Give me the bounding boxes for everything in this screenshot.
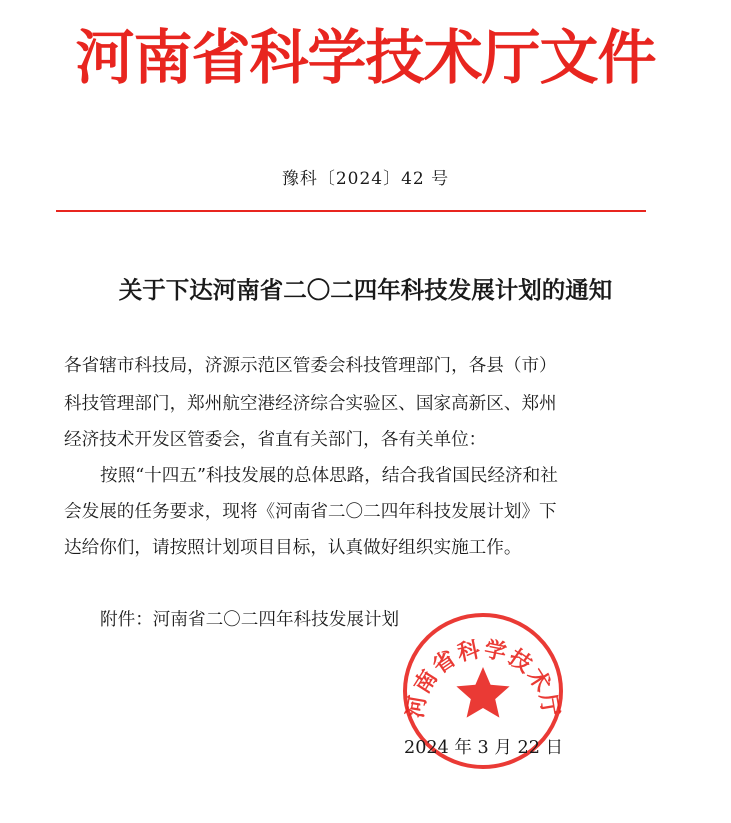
body-text-line: 会发展的任务要求，现将《河南省二〇二四年科技发展计划》下 <box>64 502 557 522</box>
body-text-line: 达给你们，请按照计划项目目标，认真做好组织实施工作。 <box>64 538 522 558</box>
document-number: 豫科〔2024〕42 号 <box>281 169 450 189</box>
issuer-header-title: 河南省科学技术厅文件 <box>75 23 656 92</box>
header-divider <box>56 210 646 212</box>
addressee-line: 经济技术开发区管委会，省直有关部门，各有关单位： <box>64 430 487 450</box>
issue-date: 2024 年 3 月 22 日 <box>404 738 564 758</box>
addressee-line: 各省辖市科技局，济源示范区管委会科技管理部门，各县（市） <box>64 356 557 376</box>
addressee-line: 科技管理部门，郑州航空港经济综合实验区、国家高新区、郑州 <box>64 394 557 414</box>
notice-title: 关于下达河南省二〇二四年科技发展计划的通知 <box>118 276 613 304</box>
star-icon <box>456 667 509 718</box>
body-text-line: 按照“十四五”科技发展的总体思路，结合我省国民经济和社 <box>100 466 558 486</box>
attachment-line: 附件：河南省二〇二四年科技发展计划 <box>100 610 400 630</box>
seal-text: 河南省科学技术厅 <box>403 637 563 720</box>
